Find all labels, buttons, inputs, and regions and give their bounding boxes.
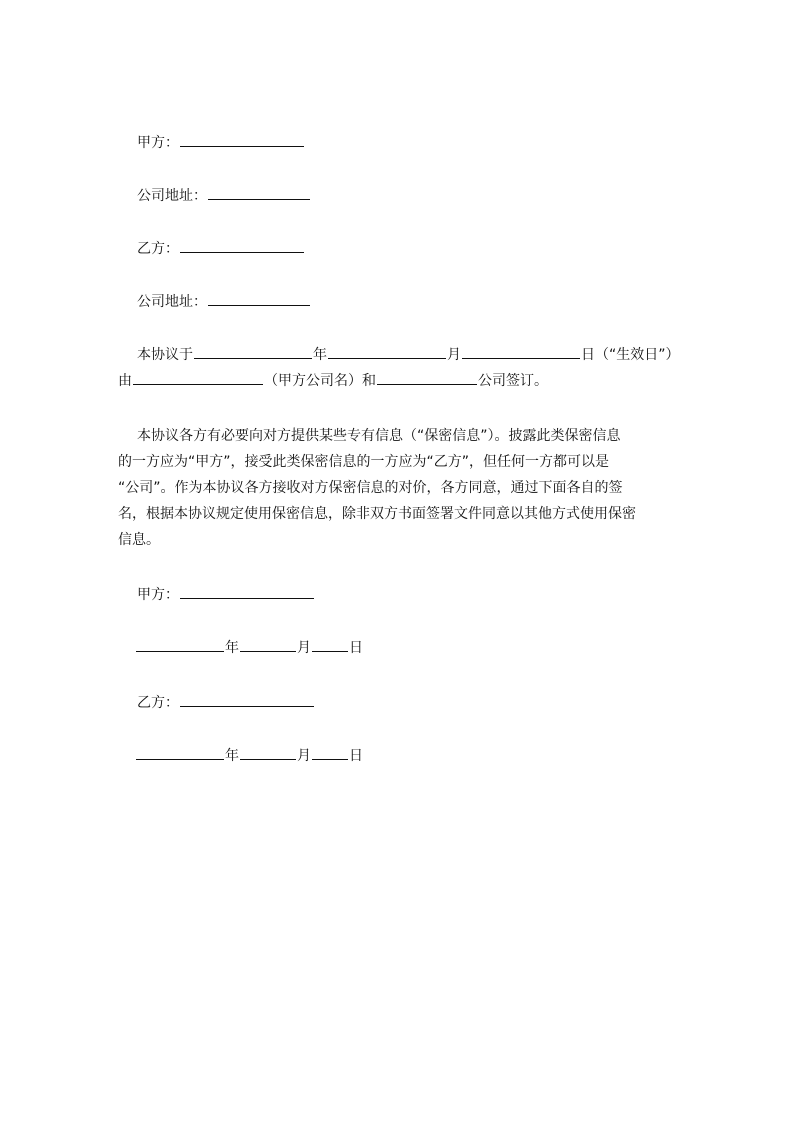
party-a-line: [137, 132, 305, 152]
agreement-by-label: 由: [118, 373, 132, 389]
signature-a-year-blank[interactable]: [136, 637, 224, 652]
confidential-para-line-3: “公司”。作为本协议各方接收对方保密信息的对价，各方同意，通过下面各自的签: [118, 480, 623, 496]
confidential-para-line-4: 名，根据本协议规定使用保密信息，除非双方书面签署文件同意以其他方式使用保密: [118, 506, 636, 522]
address-2-blank[interactable]: [208, 291, 310, 306]
party-b-company-blank[interactable]: [377, 370, 477, 385]
signature-b-day-label: 日: [349, 748, 363, 764]
agreement-month-blank[interactable]: [328, 344, 446, 359]
signature-a-month-blank[interactable]: [240, 637, 296, 652]
signature-b-month-blank[interactable]: [240, 745, 296, 760]
signature-a-month-label: 月: [297, 640, 311, 656]
signature-b-blank[interactable]: [180, 692, 314, 707]
agreement-year-blank[interactable]: [194, 344, 312, 359]
address-2-line: [137, 291, 311, 311]
address-1-line: [137, 185, 311, 205]
confidential-para-line-1: 本协议各方有必要向对方提供某些专有信息（“保密信息”）。披露此类保密信息: [137, 428, 621, 444]
party-b-line: [137, 238, 305, 258]
agreement-day-blank[interactable]: [462, 344, 580, 359]
signature-b-line: [137, 692, 315, 712]
signature-b-label: 乙方：: [137, 695, 179, 711]
party-b-label: 乙方：: [137, 241, 179, 257]
party-a-company-note: （甲方公司名）和: [264, 373, 376, 389]
signature-a-day-blank[interactable]: [312, 637, 348, 652]
signature-a-line: [137, 584, 315, 604]
signature-b-year-blank[interactable]: [136, 745, 224, 760]
agreement-signed-label: 公司签订。: [478, 373, 548, 389]
signature-a-year-label: 年: [225, 640, 239, 656]
signature-a-day-label: 日: [349, 640, 363, 656]
party-a-blank[interactable]: [180, 132, 304, 147]
agreement-day-effective-label: 日（“生效日”）: [581, 347, 680, 363]
address-2-label: 公司地址：: [137, 294, 207, 310]
signature-a-blank[interactable]: [180, 584, 314, 599]
address-1-label: 公司地址：: [137, 188, 207, 204]
signature-a-date-line: [135, 637, 363, 657]
signature-b-date-line: [135, 745, 363, 765]
agreement-parties-line: [118, 370, 548, 390]
signature-b-month-label: 月: [297, 748, 311, 764]
confidential-para-line-5: 信息。: [118, 532, 160, 548]
party-b-blank[interactable]: [180, 238, 304, 253]
agreement-date-line: [137, 344, 680, 364]
agreement-year-label: 年: [313, 347, 327, 363]
signature-b-year-label: 年: [225, 748, 239, 764]
party-a-company-blank[interactable]: [133, 370, 263, 385]
agreement-prefix: 本协议于: [137, 347, 193, 363]
party-a-label: 甲方：: [137, 135, 179, 151]
agreement-month-label: 月: [447, 347, 461, 363]
signature-a-label: 甲方：: [137, 587, 179, 603]
address-1-blank[interactable]: [208, 185, 310, 200]
signature-b-day-blank[interactable]: [312, 745, 348, 760]
confidential-para-line-2: 的一方应为“甲方”，接受此类保密信息的一方应为“乙方”，但任何一方都可以是: [118, 454, 610, 470]
